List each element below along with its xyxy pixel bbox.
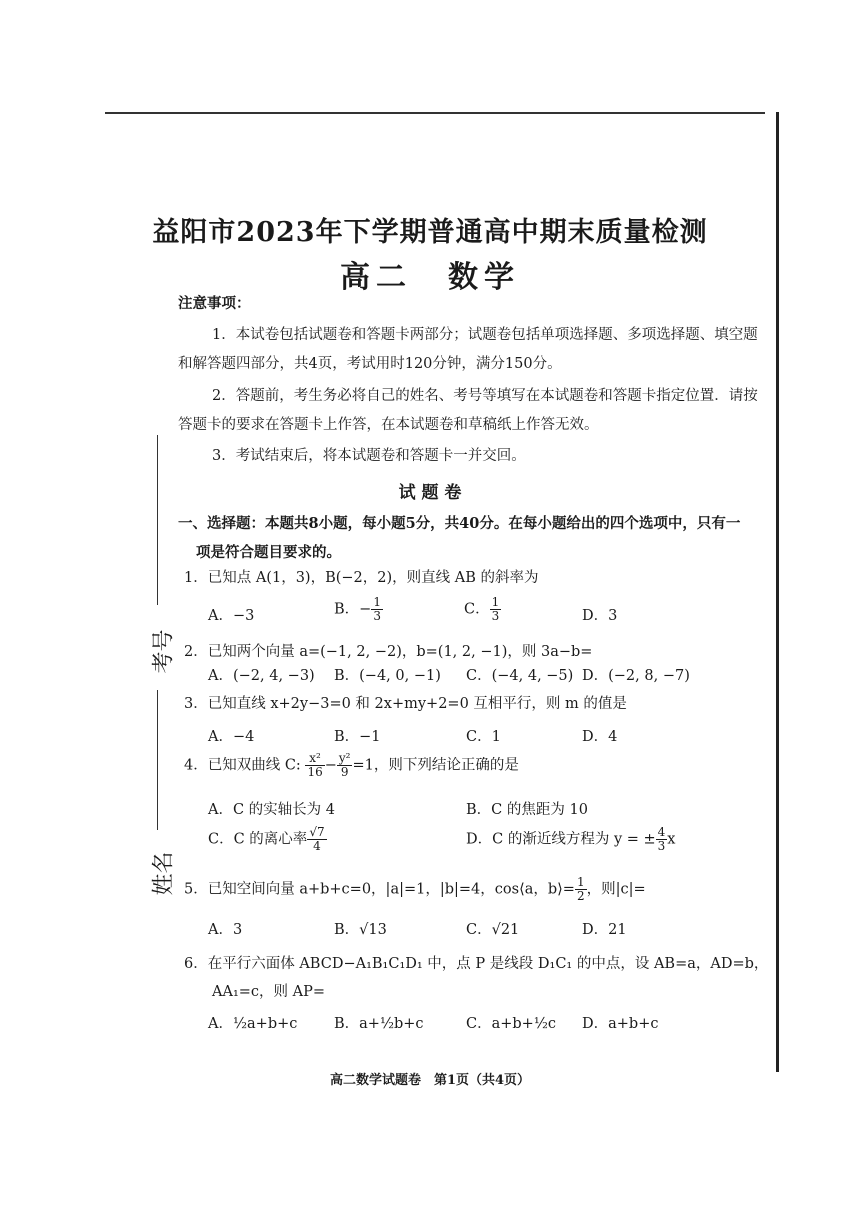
q1-option-a: A．−3: [208, 608, 255, 624]
paper-edge-top: [105, 112, 765, 114]
section1-line-b: 项是符合题目要求的。: [196, 544, 341, 561]
q5-option-d: D．21: [582, 922, 627, 938]
section-title: 试 题 卷: [398, 483, 462, 503]
q1-option-c: C． $\frac{1}{3}$: [464, 595, 500, 623]
q2-stem: 2．已知两个向量 a=(−1, 2, −2)，b=(1, 2, −1)，则 3a−b=: [184, 644, 593, 660]
notice-item-2b: 答题卡的要求在答题卡上作答，在本试题卷和草稿纸上作答无效。: [178, 417, 599, 433]
q5-option-c: C．√21: [466, 922, 520, 938]
exam-subtitle: 高二 数学: [340, 260, 520, 295]
q4-option-b: B．C 的焦距为 10: [466, 802, 588, 818]
q1-option-b: B．− $\frac{1}{3}$: [334, 595, 381, 623]
q1-stem: 1．已知点 A(1，3)，B(−2，2)，则直线 AB 的斜率为: [184, 570, 539, 586]
q6-option-b: B．a+½b+c: [334, 1016, 424, 1032]
binding-line-top: [157, 435, 158, 605]
q4-option-a: A．C 的实轴长为 4: [208, 802, 336, 818]
q6-stem-a: 6．在平行六面体 ABCD−A₁B₁C₁D₁ 中，点 P 是线段 D₁C₁ 的中点，设 AB=a，AD=b，: [184, 956, 769, 972]
binding-line-mid: [157, 690, 158, 830]
notice-item-2a: 2．答题前，考生务必将自己的姓名、考号等填写在本试题卷和答题卡指定位置．请按: [212, 388, 758, 404]
notice-item-1a: 1．本试卷包括试题卷和答题卡两部分；试题卷包括单项选择题、多项选择题、填空题: [212, 327, 758, 343]
name-label: 姓名: [151, 851, 177, 896]
q3-option-a: A．−4: [208, 729, 255, 745]
q2-option-b: B．(−4, 0, −1): [334, 668, 441, 684]
q2-option-c: C．(−4, 4, −5): [466, 668, 574, 684]
q6-option-d: D．a+b+c: [582, 1016, 659, 1032]
exam-number-label: 考号: [151, 629, 177, 674]
q3-stem: 3．已知直线 x+2y−3=0 和 2x+my+2=0 互相平行，则 m 的值是: [184, 696, 627, 712]
q5-stem: 5．已知空间向量 a+b+c=0，|a|=1，|b|=4，cos⟨a，b⟩= $\frac{1}{2}$ ，则|c|=: [184, 875, 646, 903]
notice-item-1b: 和解答题四部分，共4页，考试用时120分钟，满分150分。: [178, 356, 562, 372]
exam-title: 益阳市2023年下学期普通高中期末质量检测: [152, 217, 708, 248]
q3-option-c: C．1: [466, 729, 501, 745]
q6-option-c: C．a+b+½c: [466, 1016, 556, 1032]
q2-option-a: A．(−2, 4, −3): [208, 668, 315, 684]
section1-line-a: 一、选择题：本题共8小题，每小题5分，共40分。在每小题给出的四个选项中，只有一: [178, 515, 741, 532]
q4-option-c: C．C 的离心率 $\frac{√7}{4}$: [208, 825, 325, 853]
page-footer: 高二数学试题卷 第1页（共4页）: [329, 1073, 531, 1088]
q6-stem-b: AA₁=c，则 AP=: [212, 984, 326, 1000]
q4-stem: 4．已知双曲线 C: $\frac{\text{x²}}{16}$ − $\frac{\text{y²}}{9}$ =1，则下列结论正确的是: [184, 751, 519, 779]
q5-option-b: B．√13: [334, 922, 387, 938]
notice-heading: 注意事项：: [178, 295, 251, 312]
q3-option-d: D．4: [582, 729, 618, 745]
q6-option-a: A．½a+b+c: [208, 1016, 298, 1032]
q2-option-d: D．(−2, 8, −7): [582, 668, 690, 684]
q5-option-a: A．3: [208, 922, 243, 938]
q1-option-d: D．3: [582, 608, 618, 624]
notice-item-3: 3．考试结束后，将本试题卷和答题卡一并交回。: [212, 448, 526, 464]
q4-option-d: D．C 的渐近线方程为 y = ± $\frac{4}{3}$ x: [466, 825, 676, 853]
q3-option-b: B．−1: [334, 729, 381, 745]
